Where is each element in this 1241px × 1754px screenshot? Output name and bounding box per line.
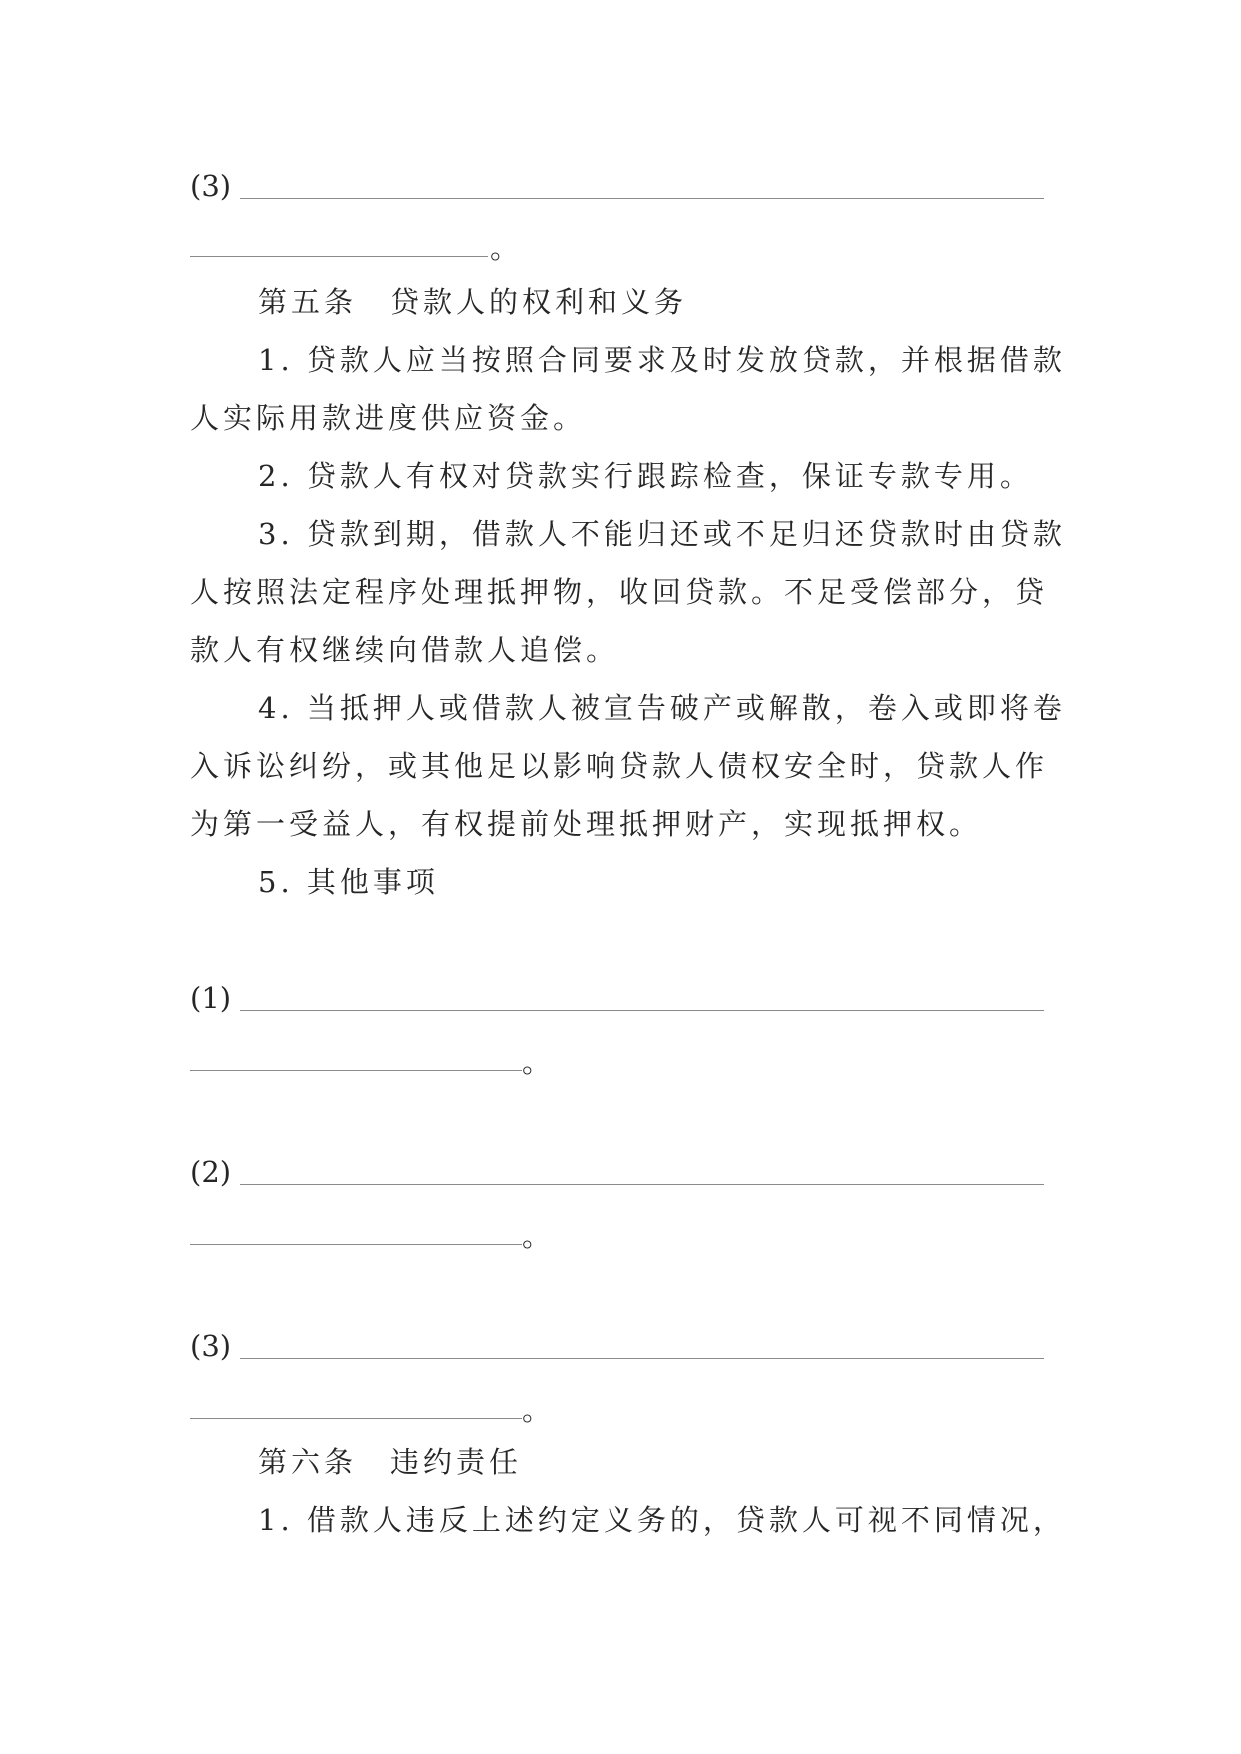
paragraph-line: 1. 贷款人应当按照合同要求及时发放贷款，并根据借款 <box>258 343 1066 377</box>
article-heading: 第六条 违约责任 <box>258 1445 523 1479</box>
paragraph-line: 5. 其他事项 <box>258 865 439 899</box>
fill-in-blank[interactable] <box>190 1418 522 1419</box>
paragraph-line: 1. 借款人违反上述约定义务的，贷款人可视不同情况， <box>258 1503 1066 1537</box>
fill-in-blank[interactable] <box>190 1070 522 1071</box>
item-label: (2) <box>190 1155 232 1189</box>
fill-in-blank[interactable] <box>240 198 1044 199</box>
item-label: (3) <box>190 169 232 203</box>
item-end-mark: 。 <box>490 231 520 265</box>
paragraph-line: 3. 贷款到期，借款人不能归还或不足归还贷款时由贷款 <box>258 517 1066 551</box>
paragraph-line: 入诉讼纠纷，或其他足以影响贷款人债权安全时，贷款人作 <box>190 749 1049 783</box>
fill-in-blank[interactable] <box>240 1010 1044 1011</box>
paragraph-line: 为第一受益人，有权提前处理抵押财产，实现抵押权。 <box>190 807 983 841</box>
item-label: (1) <box>190 981 232 1015</box>
fill-in-blank[interactable] <box>240 1184 1044 1185</box>
item-end-mark: 。 <box>522 1219 552 1253</box>
item-end-mark: 。 <box>522 1393 552 1427</box>
item-end-mark: 。 <box>522 1045 552 1079</box>
paragraph-line: 款人有权继续向借款人追偿。 <box>190 633 620 667</box>
paragraph-line: 人按照法定程序处理抵押物，收回贷款。不足受偿部分，贷 <box>190 575 1049 609</box>
fill-in-blank[interactable] <box>190 256 488 257</box>
paragraph-line: 人实际用款进度供应资金。 <box>190 401 587 435</box>
item-label: (3) <box>190 1329 232 1363</box>
article-heading: 第五条 贷款人的权利和义务 <box>258 285 688 319</box>
paragraph-line: 4. 当抵押人或借款人被宣告破产或解散，卷入或即将卷 <box>258 691 1066 725</box>
paragraph-line: 2. 贷款人有权对贷款实行跟踪检查，保证专款专用。 <box>258 459 1033 493</box>
fill-in-blank[interactable] <box>190 1244 522 1245</box>
fill-in-blank[interactable] <box>240 1358 1044 1359</box>
